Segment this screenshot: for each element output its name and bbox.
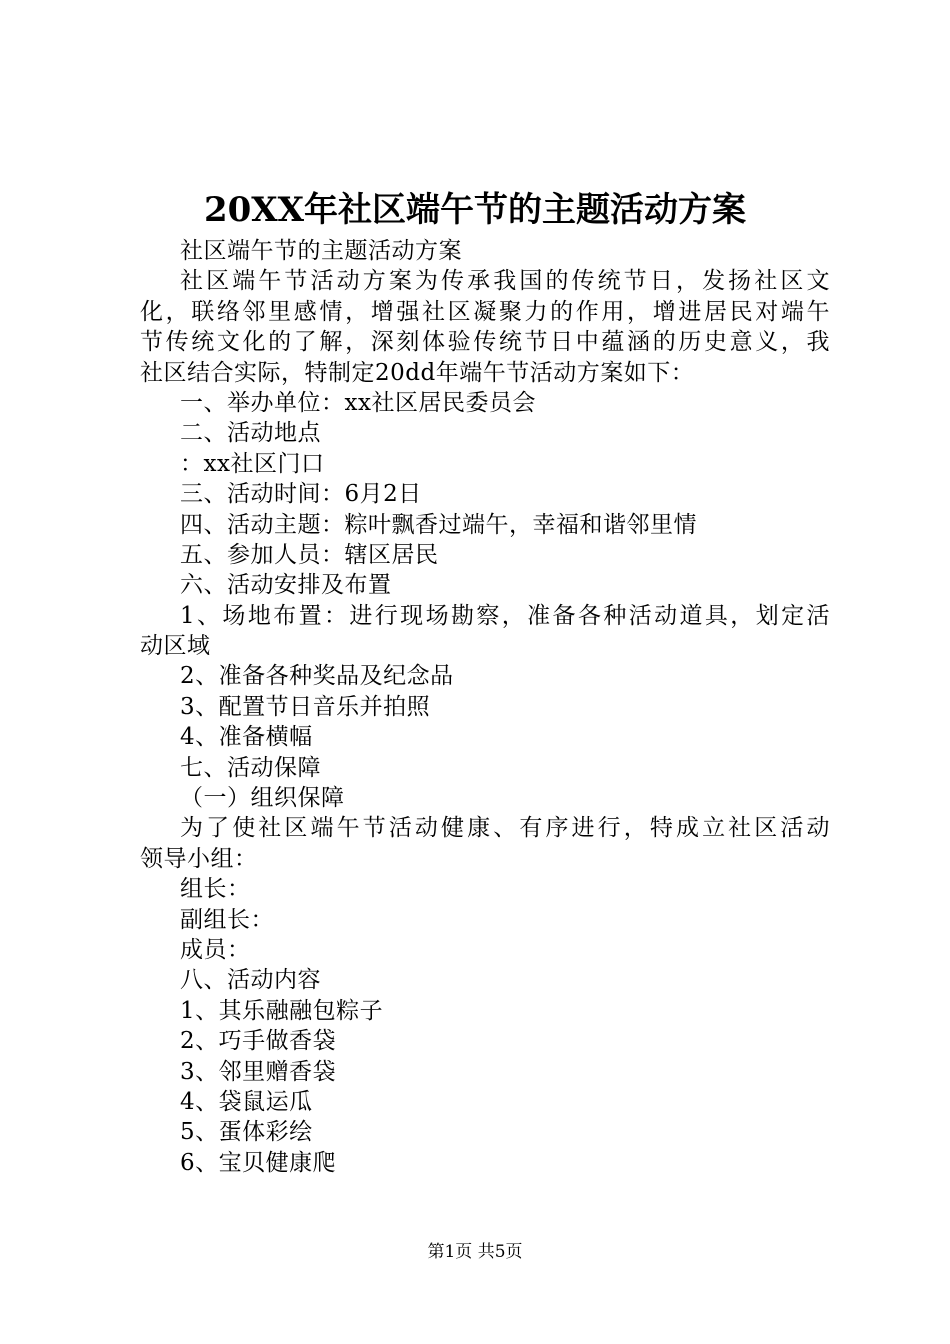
paragraph-line: 八、活动内容 <box>180 967 321 994</box>
paragraph-line: 三、活动时间：6月2日 <box>180 481 422 508</box>
paragraph-line: 4、袋鼠运瓜 <box>180 1088 313 1115</box>
paragraph-line: 6、宝贝健康爬 <box>180 1149 337 1176</box>
paragraph-line: 为了使社区端午节活动健康、有序进行，特成立社区活动 <box>180 815 830 842</box>
paragraph-line: （一）组织保障 <box>180 785 345 812</box>
paragraph-line: 1、其乐融融包粽子 <box>180 997 384 1024</box>
paragraph-line: 七、活动保障 <box>180 754 321 781</box>
paragraph-line: 社区端午节的主题活动方案 <box>180 238 462 264</box>
document-body <box>140 236 830 1178</box>
paragraph-line: 六、活动安排及布置 <box>180 572 392 599</box>
paragraph-line: 社区端午节活动方案为传承我国的传统节日，发扬社区文 <box>180 268 830 295</box>
document-title: 20XX年社区端午节的主题活动方案 <box>203 190 747 230</box>
paragraph-line: 成员： <box>180 936 251 963</box>
paragraph-line: 1、场地布置：进行现场勘察，准备各种活动道具，划定活 <box>180 602 830 629</box>
paragraph-line: 一、举办单位：xx社区居民委员会 <box>180 389 536 416</box>
paragraph-line: 领导小组： <box>140 845 258 872</box>
paragraph-line: 二、活动地点 <box>180 420 321 447</box>
paragraph-line: 2、巧手做香袋 <box>180 1028 337 1055</box>
paragraph-line: 副组长： <box>180 906 274 933</box>
paragraph-line: 节传统文化的了解，深刻体验传统节日中蕴涵的历史意义，我 <box>140 329 830 356</box>
paragraph-line: 4、准备横幅 <box>180 724 313 751</box>
paragraph-line: 四、活动主题：粽叶飘香过端午，幸福和谐邻里情 <box>180 511 697 538</box>
paragraph-line: 社区结合实际，特制定20dd年端午节活动方案如下： <box>140 359 695 386</box>
paragraph-line: 动区域 <box>140 633 211 660</box>
paragraph-line: 3、邻里赠香袋 <box>180 1058 337 1085</box>
paragraph-line: 2、准备各种奖品及纪念品 <box>180 663 454 690</box>
page-footer: 第1页 共5页 <box>427 1242 523 1262</box>
paragraph-line: 组长： <box>180 876 251 903</box>
paragraph-line: 化，联络邻里感情，增强社区凝聚力的作用，增进居民对端午 <box>140 298 830 325</box>
paragraph-line: ：xx社区门口 <box>180 450 325 477</box>
paragraph-line: 5、蛋体彩绘 <box>180 1119 313 1146</box>
paragraph-line: 3、配置节日音乐并拍照 <box>180 693 431 720</box>
paragraph-line: 五、参加人员：辖区居民 <box>180 541 439 568</box>
